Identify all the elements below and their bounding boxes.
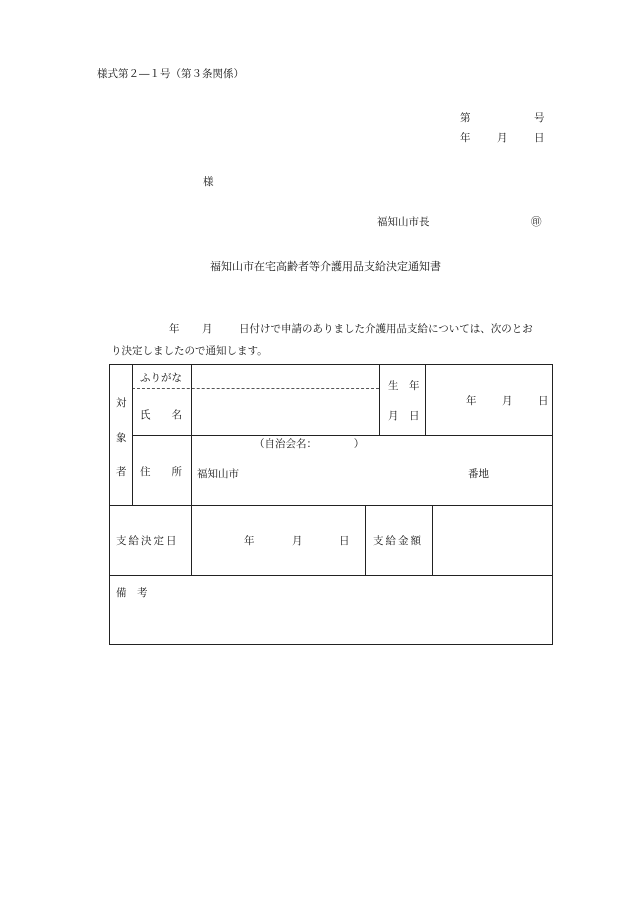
body-month: 月 [202, 323, 213, 335]
col-divider-birth [379, 365, 380, 435]
subject-label-1: 対 [116, 397, 127, 409]
row-divider-address [110, 505, 553, 506]
seal-mark: ㊞ [531, 216, 542, 228]
issue-day: 日 [534, 132, 545, 144]
birth-label-2: 月 日 [388, 410, 420, 422]
body-text-rest: 日付けで申請のありました介護用品支給については、次のとお [239, 323, 533, 335]
row-divider-decision [110, 575, 553, 576]
address-label: 住 所 [140, 466, 182, 478]
community-label: （自治会名： ） [254, 438, 365, 450]
decision-date-label: 支給決定日 [116, 535, 179, 547]
col-divider-decision [191, 505, 192, 575]
birth-label-1: 生 年 [388, 380, 420, 392]
issue-month: 月 [497, 132, 508, 144]
col-divider-amount-label [365, 505, 366, 575]
amount-label: 支給金額 [373, 535, 423, 547]
col-divider-birth-value [425, 365, 426, 435]
birth-month: 月 [502, 395, 513, 407]
body-line-2: り決定しましたので通知します。 [111, 345, 268, 357]
decision-year: 年 [244, 535, 255, 547]
remarks-label: 備 考 [116, 587, 148, 599]
body-year: 年 [169, 323, 180, 335]
decision-table [109, 364, 553, 645]
subject-label-2: 象 [116, 432, 127, 444]
decision-day: 日 [339, 535, 350, 547]
form-number: 様式第２―１号（第３条関係） [97, 68, 244, 80]
furigana-label: ふりがな [140, 372, 182, 384]
decision-month: 月 [292, 535, 303, 547]
sender-mayor: 福知山市長 [377, 216, 430, 228]
addressee-honorific: 様 [203, 176, 214, 188]
birth-day: 日 [538, 395, 549, 407]
banchi-label: 番地 [468, 468, 489, 480]
furigana-dash-line [132, 388, 379, 389]
issue-year: 年 [460, 132, 471, 144]
subject-label-3: 者 [116, 466, 127, 478]
document-title: 福知山市在宅高齢者等介護用品支給決定通知書 [210, 260, 441, 273]
number-prefix: 第 [460, 112, 471, 124]
col-divider-label [132, 365, 133, 505]
name-label: 氏 名 [140, 409, 182, 421]
city-label: 福知山市 [197, 468, 239, 480]
number-suffix: 号 [534, 112, 545, 124]
birth-year: 年 [466, 395, 477, 407]
col-divider-amount-value [432, 505, 433, 575]
